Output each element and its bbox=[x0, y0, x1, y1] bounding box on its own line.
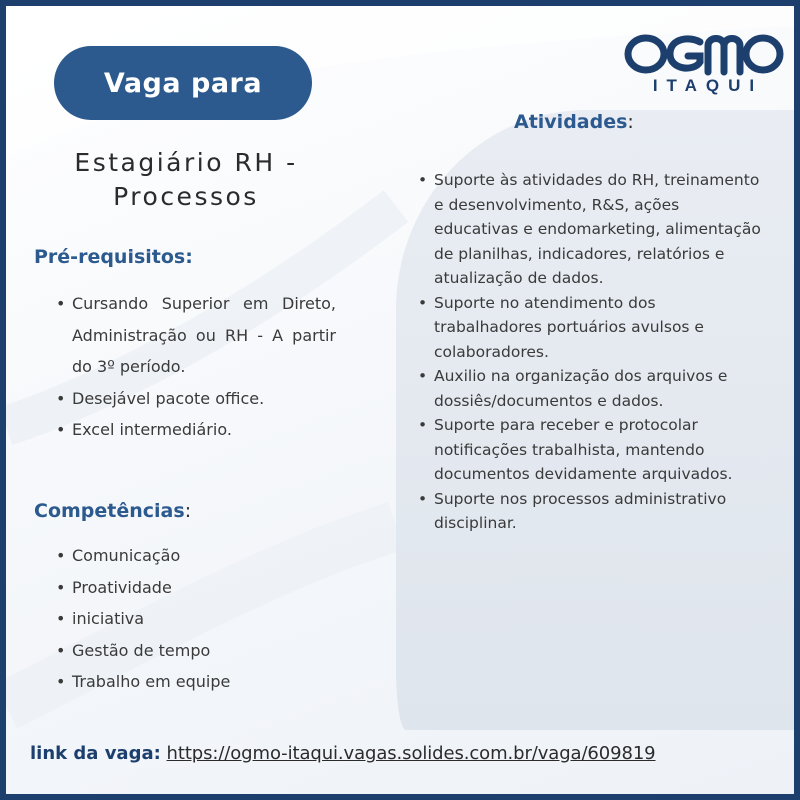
activities-heading-colon: : bbox=[627, 111, 634, 133]
list-item: • Suporte nos processos administrativo disciplinar. bbox=[416, 487, 766, 536]
requirements-heading-text: Pré-requisitos bbox=[34, 246, 186, 268]
list-item: • iniciativa bbox=[54, 603, 334, 635]
competencies-heading-colon: : bbox=[184, 500, 192, 522]
ogmo-logo-mark bbox=[624, 32, 784, 78]
job-title bbox=[26, 146, 346, 214]
vacancy-pill bbox=[54, 46, 312, 120]
requirements-list bbox=[54, 288, 336, 446]
list-item: • Desejável pacote office. bbox=[54, 383, 336, 415]
activities-heading-text: Atividades bbox=[514, 111, 628, 133]
activities-list bbox=[416, 168, 766, 536]
list-item: • Comunicação bbox=[54, 540, 334, 572]
list-item: • Gestão de tempo bbox=[54, 635, 334, 667]
list-item: • Excel intermediário. bbox=[54, 414, 336, 446]
list-item: • Auxilio na organização dos arquivos e dossiês/documentos e dados. bbox=[416, 364, 766, 413]
competencies-heading-text: Competências bbox=[34, 500, 185, 522]
ogmo-logo bbox=[624, 32, 784, 100]
requirements-heading-colon: : bbox=[185, 246, 193, 268]
requirements-heading bbox=[34, 246, 193, 268]
vacancy-pill-text: Vaga para bbox=[103, 67, 263, 99]
list-item: • Suporte no atendimento dos trabalhadores portuários avulsos e colaboradores. bbox=[416, 291, 766, 365]
competencies-heading bbox=[34, 500, 191, 522]
list-item: • Trabalho em equipe bbox=[54, 666, 334, 698]
activities-heading bbox=[514, 111, 634, 133]
job-title-line2: Processos bbox=[113, 182, 259, 211]
job-link-footer bbox=[30, 743, 790, 764]
ogmo-logo-subtitle: ITAQUI bbox=[652, 76, 764, 95]
list-item: • Proatividade bbox=[54, 572, 334, 604]
job-link-url[interactable]: https://ogmo-itaqui.vagas.solides.com.br/vaga/609819 bbox=[166, 743, 656, 764]
list-item: • Suporte às atividades do RH, treinamento e desenvolvimento, R&S, ações educativas e endomarketing, alimentação de planilhas, indicadores, relatórios e atualização de dados. bbox=[416, 168, 766, 291]
list-item: • Suporte para receber e protocolar notificações trabalhista, mantendo documentos devidamente arquivados. bbox=[416, 413, 766, 487]
job-title-line1: Estagiário RH - bbox=[74, 148, 298, 177]
competencies-list bbox=[54, 540, 334, 698]
job-post-card bbox=[6, 6, 794, 794]
list-item: • Cursando Superior em Direto, Administração ou RH - A partir do 3º período. bbox=[54, 288, 336, 383]
job-link-label: link da vaga: bbox=[30, 743, 161, 764]
